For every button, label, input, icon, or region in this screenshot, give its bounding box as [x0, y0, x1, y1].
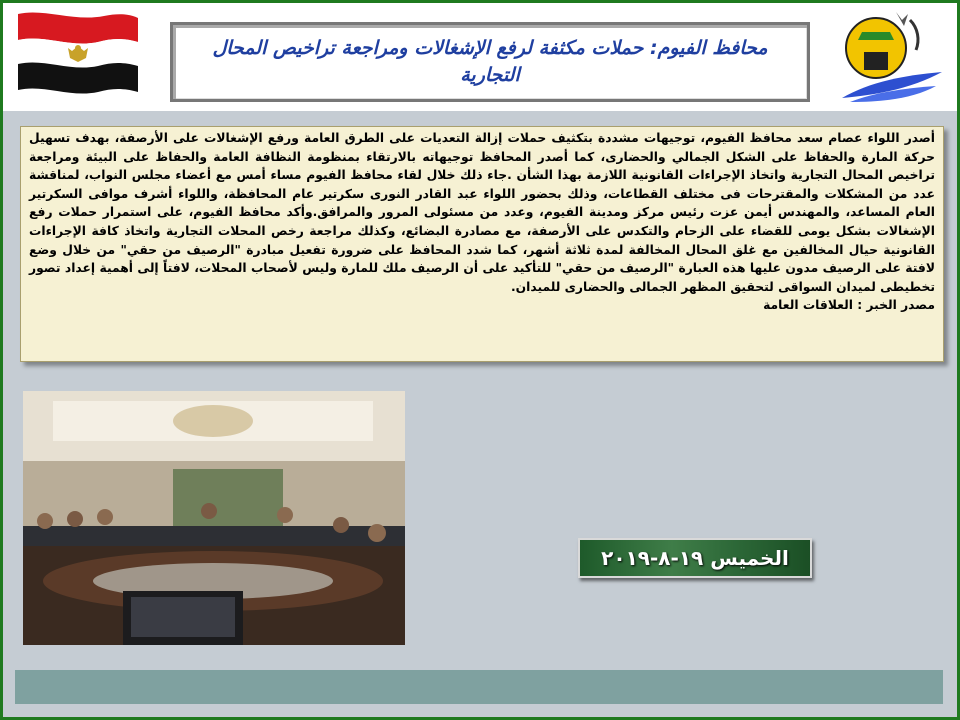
article-body: أصدر اللواء عصام سعد محافظ الفيوم، توجيهات مشددة بتكثيف حملات إزالة التعديات على الطرق العامة ورفع الإشغالات على الأرصفة، بهدف تسهيل حركة المارة والحفاظ على الشكل الجمالي والحضارى، كما أصدر المحافظ توجيهاته بالارتقاء بمنظومة النظافة العامة والحفاظ على البيئة ومراجعة تراخيص المحال التجارية واتخاذ الإجراءات القانونية اللازمة بهذا الشأن .جاء ذلك خلال لقاء محافظ الفيوم مساء أمس مع أعضاء مجلس النواب، لمناقشة عدد من المشكلات والمقترحات فى مختلف القطاعات، وذلك بحضور اللواء عبد القادر النورى سكرتير عام المحافظة، واللواء أشرف موافى السكرتير العام المساعد، والمهندس أيمن عزت رئيس مركز ومدينة الفيوم، وعدد من مسئولى المرور والمرافق.وأكد محافظ الفيوم، على استمرار حملات رفع الإشغالات بشكل يومى للقضاء على الزحام والتكدس على الأرصفة، مع مصادرة البضائع، وكذلك مراجعة رخص المحلات التجارية واتخاذ كافة الإجراءات القانونية حيال المخالفين مع غلق المحال المخالفة لمدة ثلاثة أشهر، كما شدد المحافظ على ضرورة تفعيل مبادرة "الرصيف من حقي" من خلال وضع لافتة على الرصيف مدون عليها هذه العبارة "الرصيف من حقي" للتأكيد على أن الرصيف ملك للمارة وليس لأصحاب المحلات، لافتاً إلى أهمية إعداد تصور تخطيطى لميدان السواقى لتحقيق المظهر الجمالى والحضارى للميدان. [29, 131, 935, 294]
date-badge [578, 538, 812, 578]
article-box [20, 126, 944, 362]
news-source: مصدر الخبر : العلاقات العامة [763, 298, 935, 313]
title-box [170, 22, 810, 102]
date-label: الخميس ١٩-٨-٢٠١٩ [601, 546, 789, 570]
meeting-photo [23, 391, 405, 645]
fayoum-governorate-logo [836, 6, 948, 106]
footer-band [15, 670, 943, 704]
egypt-flag-icon [14, 8, 142, 100]
page-title: محافظ الفيوم: حملات مكثفة لرفع الإشغالات ومراجعة تراخيص المحال التجارية [212, 37, 768, 86]
